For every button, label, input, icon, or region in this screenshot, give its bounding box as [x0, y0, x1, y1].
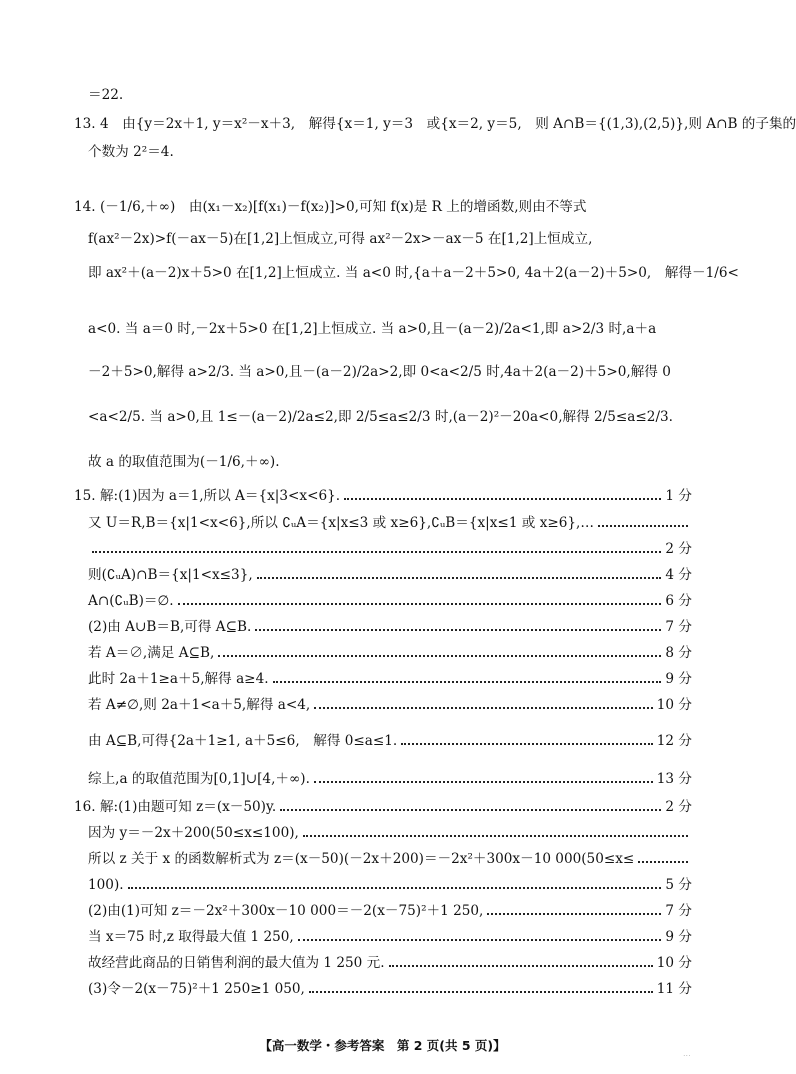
scored-line	[74, 796, 692, 818]
score-label: 7 分	[665, 619, 692, 635]
score-label: 13 分	[656, 771, 692, 787]
dot-leader	[314, 781, 653, 783]
line-text: 若 A＝∅,满足 A⊆B,	[88, 645, 215, 661]
line-text: 又 U＝R,B＝{x|1<x<6},所以 ∁ᵤA＝{x|x≤3 或 x≥6},∁ᵤB＝{x|x≤1 或 x≥6},…	[88, 515, 594, 531]
dot-leader	[218, 655, 661, 657]
score-label: 10 分	[656, 697, 692, 713]
score-label: 12 分	[656, 733, 692, 749]
dot-leader	[92, 551, 661, 553]
text-line: f(ax²－2x)>f(－ax－5)在[1,2]上恒成立,可得 ax²－2x>－ax－5 在[1,2]上恒成立,	[88, 231, 593, 247]
scored-line	[88, 616, 692, 638]
text-line: 故 a 的取值范围为(－1/6,＋∞).	[88, 454, 280, 470]
line-text: 此时 2a＋1≥a＋5,解得 a≥4.	[88, 671, 269, 687]
scored-line	[88, 926, 692, 948]
dot-leader	[344, 498, 661, 500]
scored-line	[88, 668, 692, 690]
line-text: A∩(∁ᵤB)＝∅.	[88, 593, 174, 609]
score-label: 2 分	[665, 541, 692, 557]
scored-line	[88, 822, 692, 844]
line-text: 15. 解:(1)因为 a＝1,所以 A＝{x|3<x<6}.	[74, 488, 341, 504]
scored-line	[88, 978, 692, 1000]
line-text: (2)由 A∪B＝B,可得 A⊆B.	[88, 619, 252, 635]
scored-line	[88, 564, 692, 586]
line-text: 所以 z 关于 x 的函数解析式为 z＝(x－50)(－2x＋200)＝－2x²＋300x－10 000(50≤x≤	[88, 851, 635, 867]
dot-leader	[298, 939, 662, 941]
score-label: 10 分	[656, 955, 692, 971]
dot-leader	[314, 707, 653, 709]
line-text: 当 x＝75 时,z 取得最大值 1 250,	[88, 929, 294, 945]
score-label: 4 分	[665, 567, 692, 583]
dot-leader	[598, 525, 688, 527]
scored-line	[88, 952, 692, 974]
score-label: 7 分	[665, 903, 692, 919]
text-line: 13. 4 由{y＝2x＋1, y＝x²－x＋3, 解得{x＝1, y＝3 或{x＝2, y＝5, 则 A∩B＝{(1,3),(2,5)},则 A∩B 的子集的	[74, 116, 796, 132]
scored-line	[88, 730, 692, 752]
text-line: 14. (－1/6,＋∞) 由(x₁－x₂)[f(x₁)－f(x₂)]>0,可知 f(x)是 R 上的增函数,则由不等式	[74, 199, 587, 215]
line-text: 故经营此商品的日销售利润的最大值为 1 250 元.	[88, 955, 385, 971]
scored-line	[88, 538, 692, 560]
score-label: 9 分	[665, 929, 692, 945]
text-line: 即 ax²＋(a－2)x＋5>0 在[1,2]上恒成立. 当 a<0 时,{a＋a－2＋5>0, 4a＋2(a－2)＋5>0, 解得－1/6<	[88, 265, 739, 281]
dot-leader	[309, 991, 653, 993]
dot-leader	[178, 603, 662, 605]
line-text: 16. 解:(1)由题可知 z＝(x－50)y.	[74, 799, 277, 815]
dot-leader	[303, 835, 688, 837]
scored-line	[88, 874, 692, 896]
line-text: 由 A⊆B,可得{2a＋1≥1, a＋5≤6, 解得 0≤a≤1.	[88, 733, 398, 749]
scored-line	[88, 694, 692, 716]
score-label: 1 分	[665, 488, 692, 504]
line-text: (3)令－2(x－75)²＋1 250≥1 050,	[88, 981, 305, 997]
text-line: －2＋5>0,解得 a>2/3. 当 a>0,且－(a－2)/2a>2,即 0<a<2/5 时,4a＋2(a－2)＋5>0,解得 0	[88, 364, 671, 380]
dot-leader	[401, 743, 653, 745]
scored-line	[88, 768, 692, 790]
line-text: 则(∁ᵤA)∩B＝{x|1<x≤3},	[88, 567, 253, 583]
dot-leader	[273, 681, 662, 683]
line-text: 综上,a 的取值范围为[0,1]∪[4,＋∞).	[88, 771, 310, 787]
score-label: 5 分	[665, 877, 692, 893]
scored-line	[88, 590, 692, 612]
line-text: (2)由(1)可知 z＝－2x²＋300x－10 000＝－2(x－75)²＋1 250,	[88, 903, 484, 919]
score-label: 9 分	[665, 671, 692, 687]
dot-leader	[638, 861, 688, 863]
score-label: 6 分	[665, 593, 692, 609]
dot-leader	[255, 629, 661, 631]
text-line: <a<2/5. 当 a>0,且 1≤－(a－2)/2a≤2,即 2/5≤a≤2/3 时,(a－2)²－20a<0,解得 2/5≤a≤2/3.	[88, 409, 673, 425]
score-label: 11 分	[656, 981, 692, 997]
page-footer: 【高一数学・参考答案 第 2 页(共 5 页)】	[259, 1038, 506, 1053]
text-line: ＝22.	[88, 87, 124, 103]
score-label: 2 分	[665, 799, 692, 815]
text-line: 个数为 2²＝4.	[88, 144, 174, 160]
line-text: 100).	[88, 877, 124, 893]
line-text: 因为 y＝－2x＋200(50≤x≤100),	[88, 825, 299, 841]
score-label: 8 分	[665, 645, 692, 661]
line-text: 若 A≠∅,则 2a＋1<a＋5,解得 a<4,	[88, 697, 311, 713]
corner-mark: ...	[683, 1049, 691, 1058]
text-line: a<0. 当 a＝0 时,－2x＋5>0 在[1,2]上恒成立. 当 a>0,且－(a－2)/2a<1,即 a>2/3 时,a＋a	[88, 321, 657, 337]
scored-line	[88, 512, 692, 534]
dot-leader	[280, 809, 661, 811]
dot-leader	[257, 577, 662, 579]
dot-leader	[389, 965, 653, 967]
dot-leader	[487, 913, 661, 915]
scored-line	[88, 848, 692, 870]
scored-line	[88, 642, 692, 664]
scored-line	[74, 485, 692, 507]
dot-leader	[128, 887, 662, 889]
scored-line	[88, 900, 692, 922]
